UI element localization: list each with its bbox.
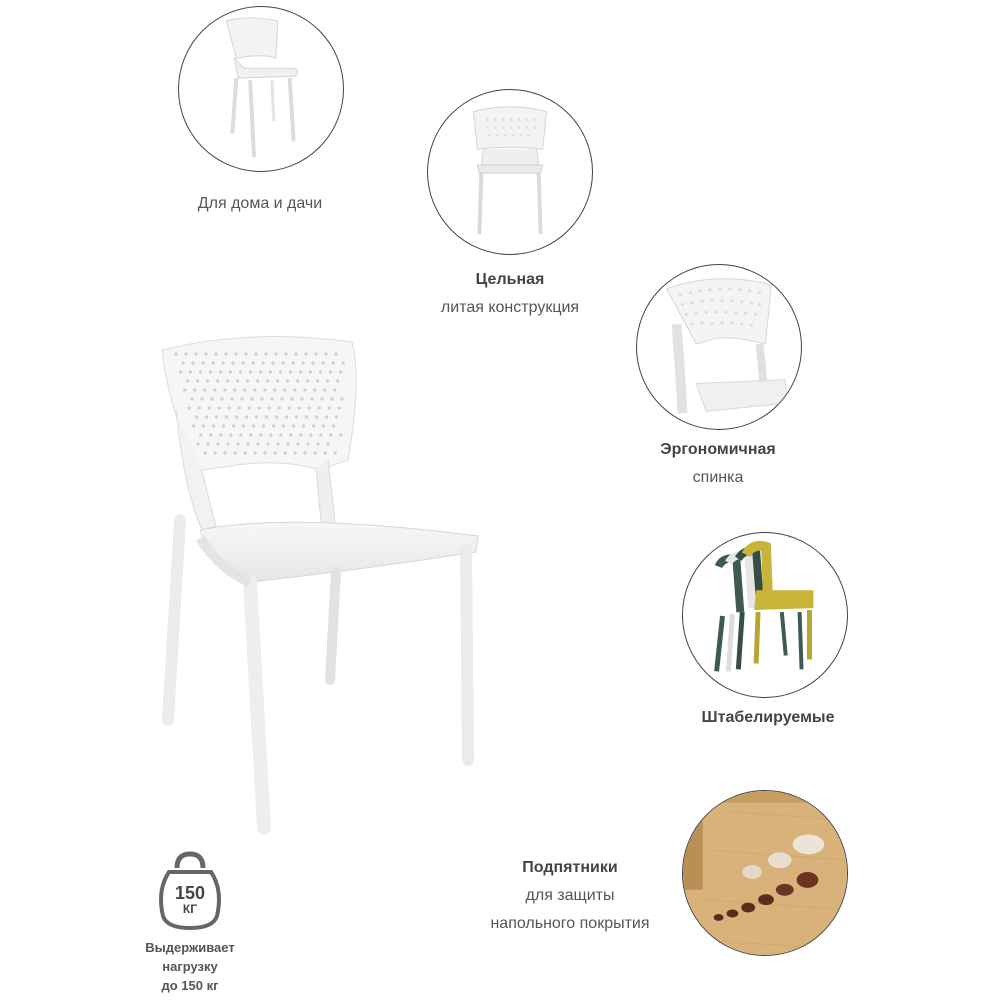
perforation-dot xyxy=(272,361,275,364)
perforation-dot xyxy=(318,406,321,409)
perforation-dot xyxy=(204,451,207,454)
perforation-dot xyxy=(294,352,297,355)
perforation-dot xyxy=(268,406,271,409)
perforation-dot xyxy=(314,352,317,355)
perforation-dot xyxy=(313,388,316,391)
perforation-dot xyxy=(244,352,247,355)
perforation-dot xyxy=(192,361,195,364)
perforation-dot xyxy=(203,388,206,391)
perforation-dot xyxy=(269,370,272,373)
ergonomic-back-subtitle: спинка xyxy=(692,469,744,486)
perforation-dot xyxy=(214,352,217,355)
perforation-dot xyxy=(285,415,288,418)
perforation-dot xyxy=(293,388,296,391)
perforation-dot xyxy=(243,388,246,391)
perforation-dot xyxy=(195,415,198,418)
load-unit: КГ xyxy=(182,902,198,916)
perforation-dot xyxy=(182,361,185,364)
perforation-dot xyxy=(284,352,287,355)
perforation-dot xyxy=(200,397,203,400)
perforation-dot xyxy=(262,361,265,364)
perforation-dot xyxy=(229,370,232,373)
perforation-dot xyxy=(234,352,237,355)
perforation-dot xyxy=(298,406,301,409)
perforation-dot xyxy=(215,415,218,418)
perforation-dot xyxy=(242,424,245,427)
perforation-dot xyxy=(284,451,287,454)
perforation-dot xyxy=(254,352,257,355)
load-value: 150 xyxy=(174,883,206,903)
chair-back-closeup-image xyxy=(637,265,801,429)
perforation-dot xyxy=(248,406,251,409)
stackable-caption xyxy=(670,704,866,732)
solid-construction-caption xyxy=(400,266,620,322)
perforation-dot xyxy=(202,361,205,364)
perforation-dot xyxy=(292,361,295,364)
perforation-dot xyxy=(246,442,249,445)
perforation-dot xyxy=(236,379,239,382)
perforation-dot xyxy=(220,397,223,400)
perforation-dot xyxy=(332,424,335,427)
load-line3: до 150 кг xyxy=(161,978,219,993)
perforation-dot xyxy=(224,352,227,355)
perforation-dot xyxy=(303,388,306,391)
perforation-dot xyxy=(254,451,257,454)
perforation-dot xyxy=(263,388,266,391)
perforation-dot xyxy=(196,442,199,445)
perforation-dot xyxy=(315,415,318,418)
perforation-dot xyxy=(295,415,298,418)
perforation-dot xyxy=(210,397,213,400)
perforation-dot xyxy=(232,424,235,427)
perforation-dot xyxy=(342,361,345,364)
perforation-dot xyxy=(216,379,219,382)
perforation-dot xyxy=(233,388,236,391)
stackable-title: Штабелируемые xyxy=(701,709,835,726)
perforation-dot xyxy=(299,370,302,373)
perforation-dot xyxy=(309,370,312,373)
perforation-dot xyxy=(276,442,279,445)
perforation-dot xyxy=(216,442,219,445)
perforation-dot xyxy=(208,406,211,409)
perforation-dot xyxy=(179,370,182,373)
perforation-dot xyxy=(225,415,228,418)
perforation-dot xyxy=(329,370,332,373)
load-line2: нагрузку xyxy=(162,959,218,974)
perforation-dot xyxy=(326,379,329,382)
perforation-dot xyxy=(229,433,232,436)
perforation-dot xyxy=(316,379,319,382)
perforation-dot xyxy=(306,442,309,445)
perforation-dot xyxy=(202,424,205,427)
perforation-dot xyxy=(282,361,285,364)
perforation-dot xyxy=(190,397,193,400)
perforation-dot xyxy=(334,451,337,454)
perforation-dot xyxy=(246,379,249,382)
perforation-dot xyxy=(274,352,277,355)
perforation-dot xyxy=(306,379,309,382)
ergonomic-back-image xyxy=(636,264,802,430)
perforation-dot xyxy=(249,433,252,436)
solid-construction-subtitle: литая конструкция xyxy=(440,299,580,316)
perforation-dot xyxy=(269,433,272,436)
perforation-dot xyxy=(338,406,341,409)
perforation-dot xyxy=(262,424,265,427)
main-chair-image xyxy=(140,320,500,850)
perforation-dot xyxy=(244,451,247,454)
perforation-dot xyxy=(302,361,305,364)
perforation-dot xyxy=(320,397,323,400)
perforation-dot xyxy=(333,388,336,391)
perforation-dot xyxy=(266,379,269,382)
perforation-dot xyxy=(299,433,302,436)
perforation-dot xyxy=(332,361,335,364)
perforation-dot xyxy=(272,424,275,427)
home-use-image xyxy=(178,6,344,172)
perforation-dot xyxy=(309,433,312,436)
perforation-dot xyxy=(264,352,267,355)
perforation-dot xyxy=(265,415,268,418)
perforation-dot xyxy=(183,388,186,391)
perforation-dot xyxy=(222,361,225,364)
perforation-dot xyxy=(193,388,196,391)
stackable-image xyxy=(682,532,848,698)
perforation-dot xyxy=(242,361,245,364)
ergonomic-back-title: Эргономичная xyxy=(660,441,776,458)
perforation-dot xyxy=(282,424,285,427)
perforation-dot xyxy=(209,433,212,436)
perforation-dot xyxy=(339,433,342,436)
perforation-dot xyxy=(278,406,281,409)
perforation-dot xyxy=(224,451,227,454)
perforation-dot xyxy=(234,451,237,454)
perforation-dot xyxy=(270,397,273,400)
perforation-dot xyxy=(252,424,255,427)
perforation-dot xyxy=(239,370,242,373)
perforation-dot xyxy=(212,361,215,364)
perforation-dot xyxy=(316,442,319,445)
perforation-dot xyxy=(275,415,278,418)
perforation-dot xyxy=(256,379,259,382)
perforation-dot xyxy=(213,388,216,391)
perforation-dot xyxy=(296,379,299,382)
perforation-dot xyxy=(230,397,233,400)
perforation-dot xyxy=(199,433,202,436)
perforation-dot xyxy=(294,451,297,454)
perforation-dot xyxy=(280,397,283,400)
perforation-dot xyxy=(240,397,243,400)
floor-pads-caption xyxy=(460,854,680,938)
chair-front-view-image xyxy=(428,90,592,254)
perforation-dot xyxy=(325,415,328,418)
perforation-dot xyxy=(232,361,235,364)
perforation-dot xyxy=(228,406,231,409)
perforation-dot xyxy=(290,397,293,400)
perforation-dot xyxy=(192,424,195,427)
home-use-caption xyxy=(160,190,360,218)
perforation-dot xyxy=(304,451,307,454)
perforation-dot xyxy=(283,388,286,391)
perforation-dot xyxy=(223,388,226,391)
perforation-dot xyxy=(286,442,289,445)
perforation-dot xyxy=(236,442,239,445)
perforation-dot xyxy=(305,415,308,418)
perforation-dot xyxy=(319,433,322,436)
perforation-dot xyxy=(205,415,208,418)
floor-pads-image xyxy=(682,790,848,956)
perforation-dot xyxy=(340,397,343,400)
perforation-dot xyxy=(245,415,248,418)
perforation-dot xyxy=(319,370,322,373)
perforation-dot xyxy=(310,397,313,400)
perforation-dot xyxy=(289,370,292,373)
solid-construction-image xyxy=(427,89,593,255)
ergonomic-back-caption xyxy=(620,436,816,492)
perforation-dot xyxy=(204,352,207,355)
perforation-dot xyxy=(274,451,277,454)
perforation-dot xyxy=(296,442,299,445)
floor-pads-photo-image xyxy=(683,791,847,955)
perforation-dot xyxy=(238,406,241,409)
perforation-dot xyxy=(302,424,305,427)
perforation-dot xyxy=(188,406,191,409)
perforation-dot xyxy=(273,388,276,391)
perforation-dot xyxy=(330,397,333,400)
perforation-dot xyxy=(264,451,267,454)
perforation-dot xyxy=(250,397,253,400)
perforation-dot xyxy=(324,352,327,355)
perforation-dot xyxy=(260,397,263,400)
perforation-dot xyxy=(279,370,282,373)
perforation-dot xyxy=(314,451,317,454)
perforation-dot xyxy=(212,424,215,427)
perforation-dot xyxy=(336,379,339,382)
perforation-dot xyxy=(279,433,282,436)
floor-pads-title: Подпятники xyxy=(522,859,618,876)
perforation-dot xyxy=(323,388,326,391)
perforation-dot xyxy=(304,352,307,355)
perforation-dot xyxy=(206,379,209,382)
perforation-dot xyxy=(252,361,255,364)
perforation-dot xyxy=(312,361,315,364)
perforation-dot xyxy=(198,406,201,409)
perforation-dot xyxy=(289,433,292,436)
perforation-dot xyxy=(334,352,337,355)
perforation-dot xyxy=(196,379,199,382)
perforation-dot xyxy=(288,406,291,409)
perforation-dot xyxy=(189,370,192,373)
floor-pads-line1: для защиты xyxy=(525,887,615,904)
perforation-dot xyxy=(276,379,279,382)
perforation-dot xyxy=(226,442,229,445)
perforation-dot xyxy=(253,388,256,391)
stacked-chairs-image xyxy=(683,533,847,697)
perforation-dot xyxy=(266,442,269,445)
load-line1: Выдерживает xyxy=(145,940,235,955)
perforation-dot xyxy=(194,352,197,355)
perforation-dot xyxy=(219,433,222,436)
perforation-dot xyxy=(328,406,331,409)
perforation-dot xyxy=(222,424,225,427)
perforation-dot xyxy=(256,442,259,445)
perforation-dot xyxy=(286,379,289,382)
perforation-dot xyxy=(239,433,242,436)
perforation-dot xyxy=(300,397,303,400)
perforation-dot xyxy=(312,424,315,427)
perforation-dot xyxy=(206,442,209,445)
perforation-dot xyxy=(339,370,342,373)
home-use-label: Для дома и дачи xyxy=(197,195,323,212)
perforation-dot xyxy=(249,370,252,373)
perforation-dot xyxy=(322,424,325,427)
perforation-dot xyxy=(219,370,222,373)
perforation-dot xyxy=(258,406,261,409)
perforation-dot xyxy=(218,406,221,409)
perforation-dot xyxy=(329,433,332,436)
floor-pads-line2: напольного покрытия xyxy=(490,915,650,932)
perforation-dot xyxy=(308,406,311,409)
perforation-dot xyxy=(235,415,238,418)
perforation-dot xyxy=(326,442,329,445)
perforation-dot xyxy=(259,370,262,373)
perforation-dot xyxy=(335,415,338,418)
perforation-dot xyxy=(214,451,217,454)
perforation-dot xyxy=(226,379,229,382)
perforation-dot xyxy=(199,370,202,373)
perforation-dot xyxy=(174,352,177,355)
chair-side-view-image xyxy=(179,7,343,171)
perforation-dot xyxy=(324,451,327,454)
perforation-dot xyxy=(322,361,325,364)
load-caption xyxy=(130,938,250,995)
perforation-dot xyxy=(184,352,187,355)
perforation-dot xyxy=(255,415,258,418)
perforation-dot xyxy=(186,379,189,382)
perforation-dot xyxy=(209,370,212,373)
perforation-dot xyxy=(259,433,262,436)
solid-construction-title: Цельная xyxy=(475,271,545,288)
perforation-dot xyxy=(292,424,295,427)
